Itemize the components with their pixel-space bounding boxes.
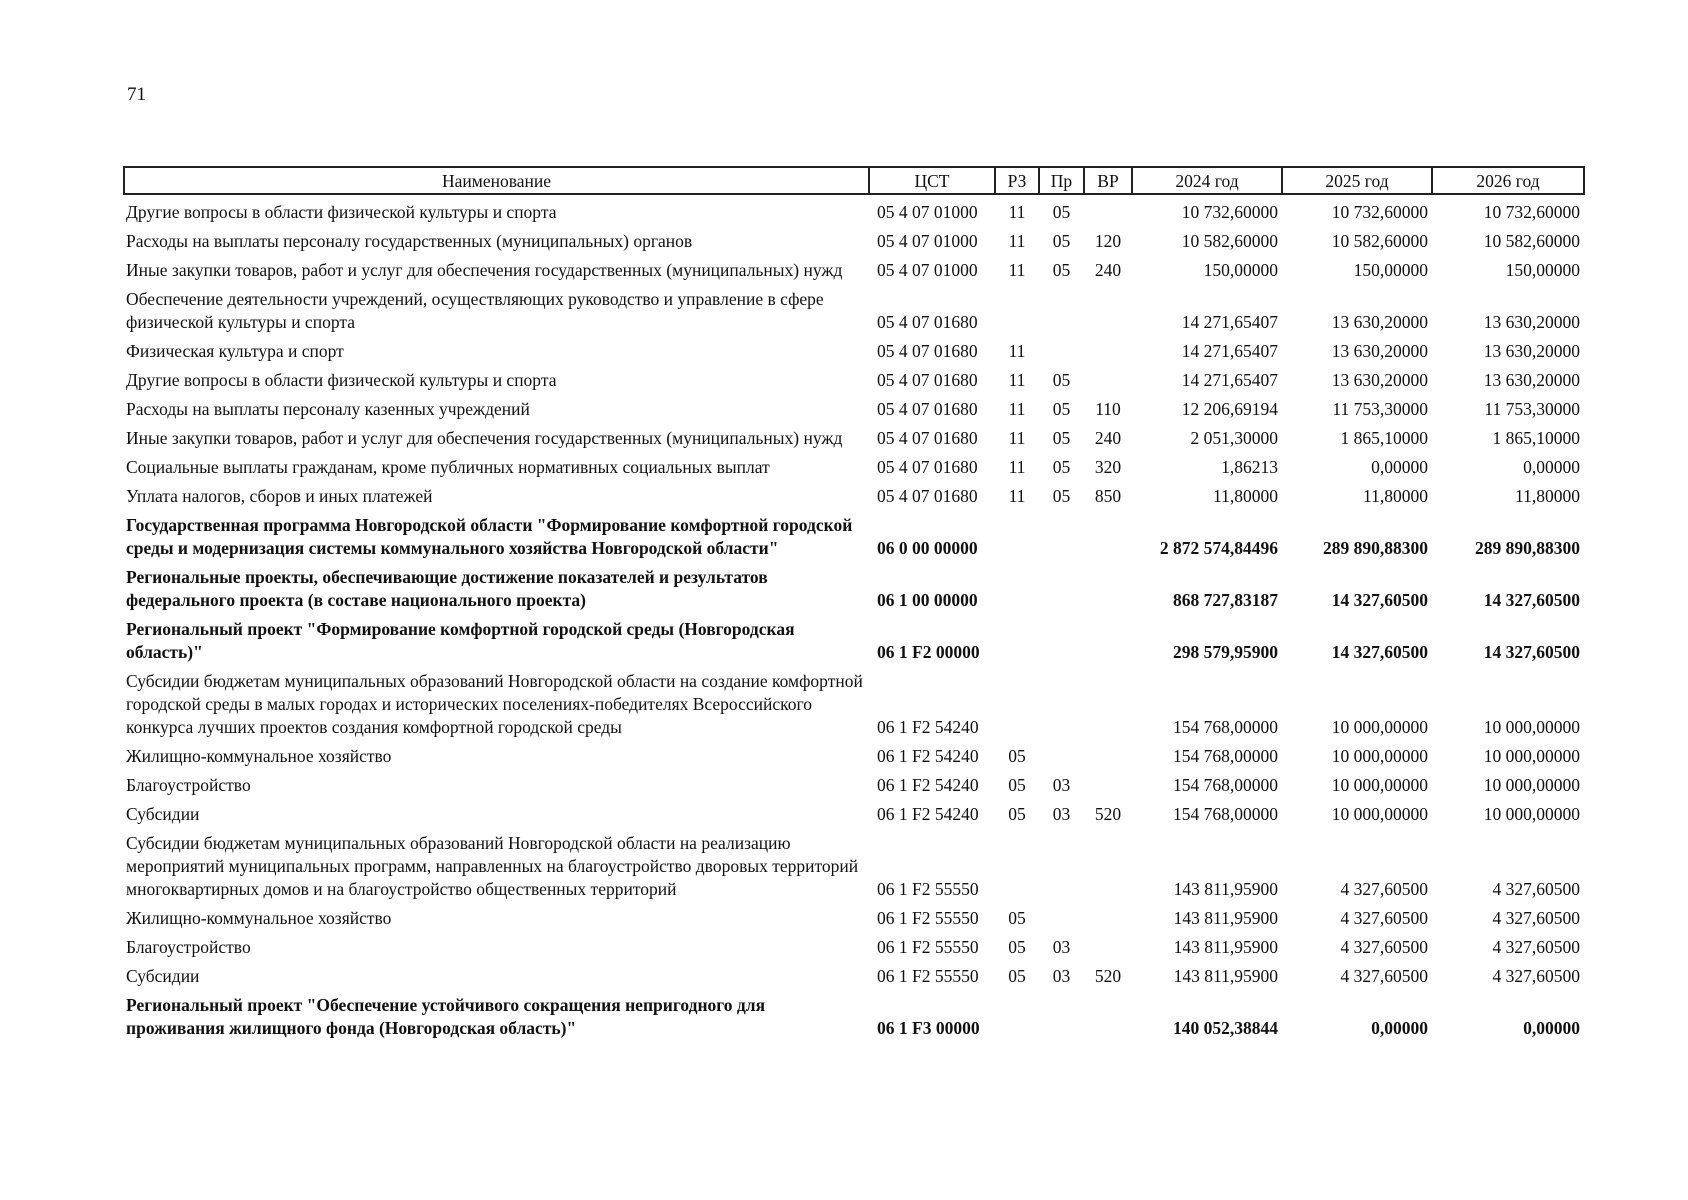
- cell-name: Субсидии бюджетам муниципальных образований Новгородской области на реализацию мероприятий муниципальных программ, направленных на благоустройство дворовых территорий многоквартирных домов и на благоустройство общественных территорий: [126, 833, 859, 899]
- cell-2025: 4 327,60500: [1340, 879, 1428, 899]
- cell-cst: 05 4 07 01680: [877, 486, 978, 506]
- cell-name: Расходы на выплаты персоналу казенных учреждений: [126, 399, 530, 419]
- cell-pr: [1039, 563, 1084, 615]
- cell-vr: 110: [1095, 399, 1121, 419]
- cell-2024: 2 872 574,84496: [1159, 538, 1278, 558]
- cell-2026: 13 630,20000: [1483, 312, 1580, 332]
- cell-name: Обеспечение деятельности учреждений, осуществляющих руководство и управление в сфере физической культуры и спорта: [126, 289, 824, 332]
- cell-pr: 03: [1052, 804, 1071, 824]
- table-body: [124, 194, 1584, 1043]
- cell-2025: 150,00000: [1353, 260, 1428, 280]
- cell-pr: [1039, 991, 1084, 1043]
- cell-2024: 10 582,60000: [1181, 231, 1278, 251]
- cell-rz: [995, 285, 1039, 337]
- cell-vr: 850: [1094, 486, 1122, 506]
- cell-rz: 05: [1008, 937, 1026, 957]
- cell-2025: 0,00000: [1371, 457, 1428, 477]
- cell-2024: 12 206,69194: [1181, 399, 1278, 419]
- cell-cst: 05 4 07 01680: [877, 341, 978, 361]
- cell-2024: 143 811,95900: [1173, 966, 1278, 986]
- table-row: [124, 337, 1584, 366]
- cell-vr: 520: [1094, 966, 1122, 986]
- table-row: [124, 424, 1584, 453]
- header-2025: 2025 год: [1282, 167, 1432, 194]
- cell-rz: 05: [1008, 746, 1026, 766]
- cell-2025: 10 000,00000: [1331, 746, 1428, 766]
- table-row: [124, 800, 1584, 829]
- cell-pr: [1039, 511, 1084, 563]
- cell-pr: [1039, 829, 1084, 904]
- cell-name: Иные закупки товаров, работ и услуг для обеспечения государственных (муниципальных) нужд: [126, 428, 843, 448]
- cell-name: Благоустройство: [126, 937, 251, 957]
- cell-pr: [1039, 285, 1084, 337]
- cell-rz: [995, 615, 1039, 667]
- cell-2026: 10 000,00000: [1483, 746, 1580, 766]
- cell-2026: 10 000,00000: [1483, 717, 1580, 737]
- cell-2025: 11,80000: [1363, 486, 1428, 506]
- cell-cst: 06 0 00 00000: [877, 538, 978, 558]
- cell-vr: 520: [1094, 804, 1122, 824]
- cell-vr: [1084, 194, 1132, 227]
- cell-pr: [1039, 904, 1084, 933]
- cell-cst: 06 1 F2 55550: [877, 966, 979, 986]
- cell-2025: 13 630,20000: [1331, 341, 1428, 361]
- header-2024: 2024 год: [1132, 167, 1282, 194]
- table-row: [124, 482, 1584, 511]
- cell-name: Другие вопросы в области физической культуры и спорта: [126, 370, 557, 390]
- cell-2026: 4 327,60500: [1492, 937, 1580, 957]
- cell-cst: 06 1 F2 00000: [877, 642, 980, 662]
- cell-2025: 0,00000: [1371, 1018, 1428, 1038]
- cell-2026: 4 327,60500: [1492, 908, 1580, 928]
- cell-2024: 2 051,30000: [1190, 428, 1278, 448]
- table-row: [124, 771, 1584, 800]
- cell-cst: 05 4 07 01000: [877, 260, 978, 280]
- cell-2025: 14 327,60500: [1331, 642, 1428, 662]
- cell-rz: 11: [1008, 231, 1026, 251]
- cell-cst: 05 4 07 01000: [877, 202, 978, 222]
- cell-2025: 14 327,60500: [1331, 590, 1428, 610]
- cell-2024: 154 768,00000: [1173, 717, 1278, 737]
- table-row: [124, 829, 1584, 904]
- cell-vr: [1084, 563, 1132, 615]
- cell-rz: 11: [1008, 457, 1026, 477]
- cell-name: Социальные выплаты гражданам, кроме публичных нормативных социальных выплат: [126, 457, 770, 477]
- cell-2025: 10 732,60000: [1331, 202, 1428, 222]
- table-row: [124, 511, 1584, 563]
- cell-2024: 298 579,95900: [1173, 642, 1278, 662]
- cell-pr: 05: [1052, 428, 1071, 448]
- cell-2026: 4 327,60500: [1492, 966, 1580, 986]
- cell-2024: 1,86213: [1221, 457, 1278, 477]
- cell-2025: 289 890,88300: [1323, 538, 1428, 558]
- cell-vr: [1084, 511, 1132, 563]
- cell-2024: 14 271,65407: [1181, 341, 1278, 361]
- cell-rz: [995, 829, 1039, 904]
- cell-2025: 10 582,60000: [1331, 231, 1428, 251]
- cell-2024: 154 768,00000: [1173, 746, 1278, 766]
- cell-rz: 11: [1008, 370, 1026, 390]
- cell-cst: 05 4 07 01680: [877, 312, 978, 332]
- cell-2024: 10 732,60000: [1181, 202, 1278, 222]
- table-row: [124, 285, 1584, 337]
- cell-2025: 4 327,60500: [1340, 966, 1428, 986]
- header-name: Наименование: [124, 167, 869, 194]
- cell-2026: 10 732,60000: [1483, 202, 1580, 222]
- cell-pr: [1039, 615, 1084, 667]
- cell-2024: 143 811,95900: [1173, 908, 1278, 928]
- page-number: 71: [127, 84, 146, 105]
- cell-rz: 11: [1008, 341, 1026, 361]
- table-row: [124, 615, 1584, 667]
- cell-2024: 140 052,38844: [1173, 1018, 1278, 1038]
- cell-vr: [1084, 667, 1132, 742]
- cell-name: Субсидии бюджетам муниципальных образований Новгородской области на создание комфортной городской среды в малых городах и исторических поселениях-победителях Всероссийского конкурса лучших проектов создания комфортной городской среды: [126, 671, 863, 737]
- budget-table: [123, 166, 1585, 1043]
- cell-pr: 05: [1052, 370, 1071, 390]
- cell-2026: 4 327,60500: [1492, 879, 1580, 899]
- cell-vr: [1084, 285, 1132, 337]
- cell-name: Жилищно-коммунальное хозяйство: [126, 908, 392, 928]
- cell-name: Региональный проект "Обеспечение устойчивого сокращения непригодного для проживания жилищного фонда (Новгородская область)": [126, 995, 766, 1038]
- cell-cst: 06 1 00 00000: [877, 590, 978, 610]
- cell-2024: 14 271,65407: [1181, 370, 1278, 390]
- cell-pr: 05: [1052, 202, 1071, 222]
- cell-pr: 05: [1052, 231, 1071, 251]
- cell-2024: 143 811,95900: [1173, 879, 1278, 899]
- cell-2024: 868 727,83187: [1173, 590, 1278, 610]
- cell-vr: 320: [1094, 457, 1122, 477]
- cell-name: Благоустройство: [126, 775, 251, 795]
- cell-name: Региональные проекты, обеспечивающие достижение показателей и результатов федерального проекта (в составе национального проекта): [126, 567, 768, 610]
- cell-pr: 05: [1052, 486, 1071, 506]
- cell-2025: 4 327,60500: [1340, 908, 1428, 928]
- cell-rz: [995, 511, 1039, 563]
- cell-name: Иные закупки товаров, работ и услуг для обеспечения государственных (муниципальных) нужд: [126, 260, 843, 280]
- cell-name: Субсидии: [126, 804, 200, 824]
- cell-vr: 240: [1094, 428, 1122, 448]
- cell-vr: [1084, 615, 1132, 667]
- cell-2026: 0,00000: [1523, 457, 1580, 477]
- cell-name: Физическая культура и спорт: [126, 341, 344, 361]
- cell-2024: 150,00000: [1203, 260, 1278, 280]
- cell-cst: 06 1 F2 54240: [877, 746, 979, 766]
- cell-rz: 11: [1008, 428, 1026, 448]
- cell-cst: 06 1 F2 55550: [877, 908, 979, 928]
- header-2026: 2026 год: [1432, 167, 1584, 194]
- table-row: [124, 366, 1584, 395]
- table-row: [124, 962, 1584, 991]
- table-row: [124, 667, 1584, 742]
- cell-cst: 06 1 F2 54240: [877, 717, 979, 737]
- cell-2026: 1 865,10000: [1492, 428, 1580, 448]
- cell-2024: 11,80000: [1213, 486, 1278, 506]
- header-pr: Пр: [1039, 167, 1084, 194]
- cell-pr: 03: [1052, 775, 1071, 795]
- cell-pr: [1039, 667, 1084, 742]
- cell-2025: 10 000,00000: [1331, 804, 1428, 824]
- cell-vr: [1084, 933, 1132, 962]
- cell-cst: 06 1 F2 54240: [877, 775, 979, 795]
- cell-2026: 10 000,00000: [1483, 804, 1580, 824]
- header-vr: ВР: [1084, 167, 1132, 194]
- cell-2026: 11 753,30000: [1484, 399, 1580, 419]
- cell-2025: 13 630,20000: [1331, 312, 1428, 332]
- cell-2026: 11,80000: [1515, 486, 1580, 506]
- cell-rz: 05: [1008, 775, 1026, 795]
- cell-rz: 11: [1008, 260, 1026, 280]
- cell-pr: [1039, 742, 1084, 771]
- cell-2025: 13 630,20000: [1331, 370, 1428, 390]
- table-row: [124, 395, 1584, 424]
- cell-cst: 05 4 07 01680: [877, 370, 978, 390]
- cell-pr: 05: [1052, 260, 1071, 280]
- cell-2026: 14 327,60500: [1483, 642, 1580, 662]
- table-row: [124, 256, 1584, 285]
- cell-2026: 13 630,20000: [1483, 341, 1580, 361]
- table-row: [124, 933, 1584, 962]
- cell-name: Государственная программа Новгородской области "Формирование комфортной городской среды и модернизация системы коммунального хозяйства Новгородской области": [126, 515, 853, 558]
- cell-vr: [1084, 366, 1132, 395]
- cell-cst: 05 4 07 01680: [877, 428, 978, 448]
- cell-rz: 11: [1008, 399, 1026, 419]
- cell-2025: 11 753,30000: [1332, 399, 1428, 419]
- cell-vr: 240: [1094, 260, 1122, 280]
- table-row: [124, 563, 1584, 615]
- cell-pr: [1039, 337, 1084, 366]
- cell-vr: [1084, 771, 1132, 800]
- table-header: [124, 167, 1584, 194]
- cell-vr: 120: [1094, 231, 1122, 251]
- table-row: [124, 991, 1584, 1043]
- table-row: [124, 227, 1584, 256]
- cell-name: Субсидии: [126, 966, 200, 986]
- cell-2026: 0,00000: [1523, 1018, 1580, 1038]
- cell-rz: [995, 563, 1039, 615]
- cell-2024: 154 768,00000: [1173, 804, 1278, 824]
- table-row: [124, 742, 1584, 771]
- table-row: [124, 194, 1584, 227]
- cell-name: Жилищно-коммунальное хозяйство: [126, 746, 392, 766]
- cell-2025: 10 000,00000: [1331, 775, 1428, 795]
- cell-2025: 1 865,10000: [1340, 428, 1428, 448]
- cell-pr: 05: [1052, 457, 1071, 477]
- table-row: [124, 453, 1584, 482]
- cell-vr: [1084, 991, 1132, 1043]
- cell-cst: 05 4 07 01680: [877, 457, 978, 477]
- cell-cst: 06 1 F2 55550: [877, 937, 979, 957]
- cell-cst: 06 1 F2 55550: [877, 879, 979, 899]
- cell-2024: 14 271,65407: [1181, 312, 1278, 332]
- cell-pr: 03: [1052, 937, 1071, 957]
- cell-2024: 143 811,95900: [1173, 937, 1278, 957]
- cell-2026: 14 327,60500: [1483, 590, 1580, 610]
- cell-2025: 10 000,00000: [1331, 717, 1428, 737]
- cell-pr: 03: [1052, 966, 1071, 986]
- cell-cst: 06 1 F3 00000: [877, 1018, 980, 1038]
- header-cst: ЦСТ: [869, 167, 995, 194]
- cell-rz: [995, 667, 1039, 742]
- cell-cst: 06 1 F2 54240: [877, 804, 979, 824]
- cell-2026: 13 630,20000: [1483, 370, 1580, 390]
- cell-name: Уплата налогов, сборов и иных платежей: [126, 486, 433, 506]
- cell-rz: 05: [1008, 966, 1026, 986]
- cell-pr: 05: [1052, 399, 1071, 419]
- table-row: [124, 904, 1584, 933]
- cell-2026: 10 582,60000: [1483, 231, 1580, 251]
- cell-2025: 4 327,60500: [1340, 937, 1428, 957]
- cell-rz: 05: [1008, 804, 1026, 824]
- cell-cst: 05 4 07 01680: [877, 399, 978, 419]
- cell-2024: 154 768,00000: [1173, 775, 1278, 795]
- cell-vr: [1084, 337, 1132, 366]
- cell-2026: 289 890,88300: [1475, 538, 1580, 558]
- cell-vr: [1084, 829, 1132, 904]
- cell-rz: 11: [1008, 202, 1026, 222]
- cell-rz: 11: [1008, 486, 1026, 506]
- cell-vr: [1084, 904, 1132, 933]
- cell-name: Региональный проект "Формирование комфортной городской среды (Новгородская область)": [126, 619, 795, 662]
- cell-2026: 10 000,00000: [1483, 775, 1580, 795]
- cell-rz: 05: [1008, 908, 1026, 928]
- cell-2026: 150,00000: [1505, 260, 1580, 280]
- cell-name: Другие вопросы в области физической культуры и спорта: [126, 202, 557, 222]
- cell-name: Расходы на выплаты персоналу государственных (муниципальных) органов: [126, 231, 693, 251]
- cell-cst: 05 4 07 01000: [877, 231, 978, 251]
- header-rz: РЗ: [995, 167, 1039, 194]
- cell-rz: [995, 991, 1039, 1043]
- cell-vr: [1084, 742, 1132, 771]
